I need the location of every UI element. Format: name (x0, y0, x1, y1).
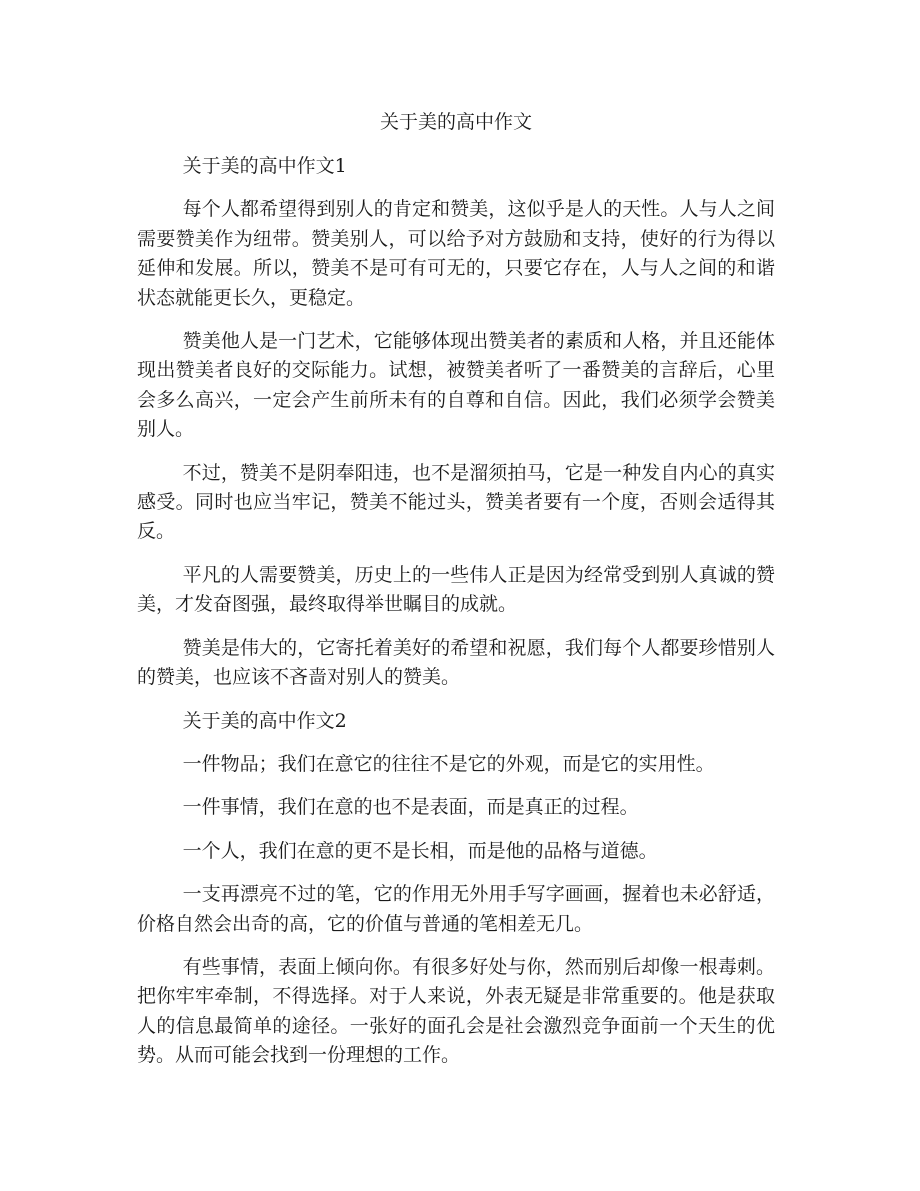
document-page (137, 107, 775, 1085)
paragraph: 赞美是伟大的，它寄托着美好的希望和祝愿，我们每个人都要珍惜别人的赞美，也应该不吝啬对别人的赞美。 (137, 636, 775, 689)
paragraph: 平凡的人需要赞美，历史上的一些伟人正是因为经常受到别人真诚的赞美，才发奋图强，最终取得举世瞩目的成就。 (137, 563, 775, 616)
document-title: 关于美的高中作文 (379, 111, 532, 133)
paragraph: 有些事情，表面上倾向你。有很多好处与你，然而别后却像一根毒刺。把你牢牢牵制，不得选择。对于人来说，外表无疑是非常重要的。他是获取人的信息最简单的途径。一张好的面孔会是社会激烈竞争面前一个天生的优势。从而可能会找到一份理想的工作。 (137, 955, 775, 1067)
paragraph: 不过，赞美不是阴奉阳违，也不是溜须拍马，它是一种发自内心的真实感受。同时也应当牢记，赞美不能过头，赞美者要有一个度，否则会适得其反。 (137, 461, 775, 543)
section-heading-2: 关于美的高中作文2 (182, 709, 347, 732)
paragraph: 一个人，我们在意的更不是长相，而是他的品格与道德。 (182, 839, 658, 862)
paragraph: 一支再漂亮不过的笔，它的作用无外用手写字画画，握着也未必舒适，价格自然会出奇的高，它的价值与普通的笔相差无几。 (137, 883, 775, 935)
paragraph: 一件物品；我们在意它的往往不是它的外观，而是它的实用性。 (182, 752, 715, 775)
paragraph: 赞美他人是一门艺术，它能够体现出赞美者的素质和人格，并且还能体现出赞美者良好的交际能力。试想，被赞美者听了一番赞美的言辞后，心里会多么高兴，一定会产生前所未有的自尊和自信。因此，我们必须学会赞美别人。 (137, 330, 775, 441)
section-heading-1: 关于美的高中作文1 (182, 155, 347, 177)
paragraph: 一件事情，我们在意的也不是表面，而是真正的过程。 (182, 796, 639, 819)
paragraph: 每个人都希望得到别人的肯定和赞美，这似乎是人的天性。人与人之间需要赞美作为纽带。赞美别人，可以给予对方鼓励和支持，使好的行为得以延伸和发展。所以，赞美不是可有可无的，只要它存在，人与人之间的和谐状态就能更长久，更稳定。 (137, 198, 775, 309)
